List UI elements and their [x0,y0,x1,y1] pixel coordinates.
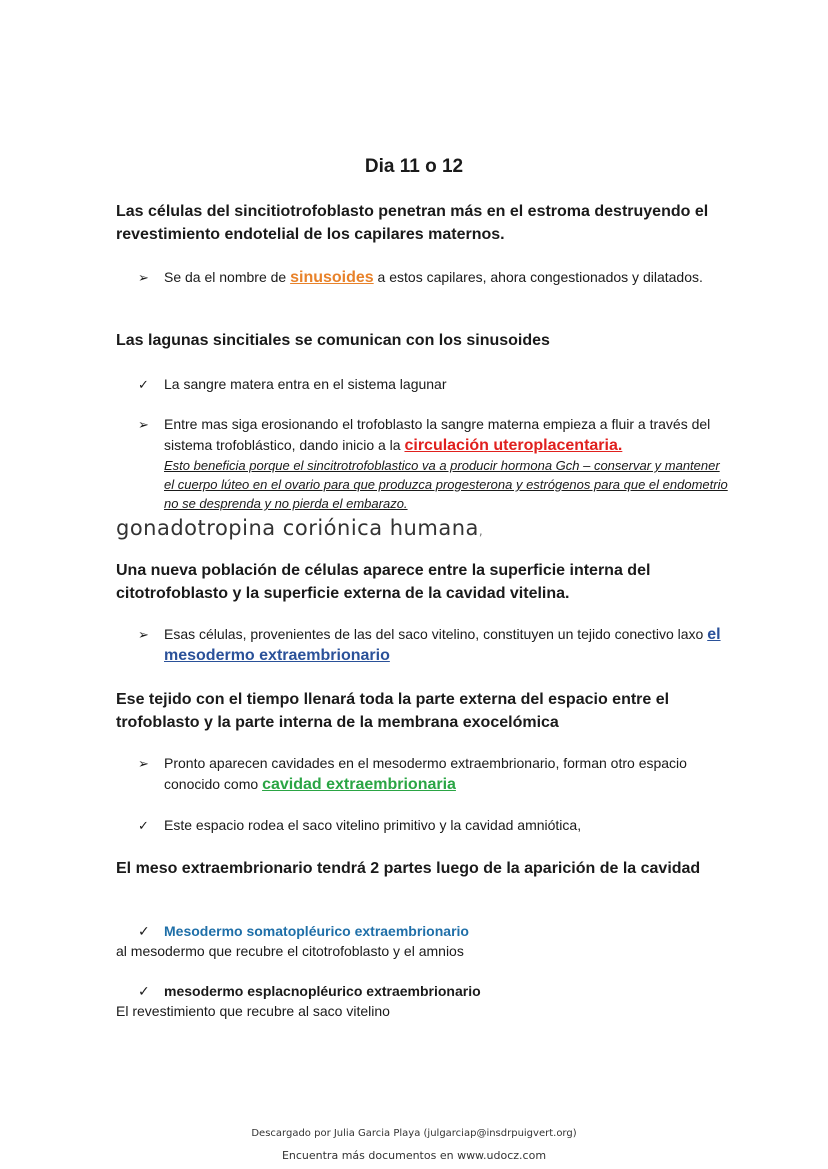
section2-item1: ✓ La sangre matera entra en el sistema lagunar [138,374,728,395]
footer-download-info: Descargado por Julia Garcia Playa (julgarciap@insdrpuigvert.org) [251,1128,577,1139]
arrow-bullet-icon: ➢ [138,417,149,432]
italic-note: Esto beneficia porque el sincitrotrofoblastico va a producir hormona Gch – conservar y mantener el cuerpo lúteo en el ovario para que produzca progesterona y estrógenos para que el endometrio no se desprenda y no pierda el embarazo. [164,458,728,511]
section4-item1: ➢ Pronto aparecen cavidades en el mesodermo extraembrionario, forman otro espacio conocido como cavidad extraembrionaria [138,755,687,793]
footer-link[interactable]: Encuentra más documentos en www.udocz.com [281,1149,547,1162]
page-title: Dia 11 o 12 [364,156,464,177]
arrow-bullet-icon: ➢ [138,756,149,771]
part1-title: ✓ Mesodermo somatopléurico extraembrionario [138,923,469,939]
check-bullet-icon: ✓ [138,923,150,939]
part2-desc: El revestimiento que recubre al saco vitelino [116,1003,390,1019]
arrow-bullet-icon: ➢ [138,270,149,285]
section2-item2: ➢ Entre mas siga erosionando el trofoblasto la sangre materna empieza a fluir a través del sistema trofoblástico, dando inicio a la circulación uteroplacentaria. Esto beneficia porque el sincitrotrofoblastico va a producir hormona Gch – conservar y mantener el cuerpo lúteo en el ovario para que produzca progesterona y estrógenos para que el endometrio no se desprenda y no pierda el embarazo. [138,416,728,511]
large-text-line: gonadotropina coriónica humana, [116,516,484,540]
check-bullet-icon: ✓ [138,377,149,392]
section4-item2: ✓ Este espacio rodea el saco vitelino primitivo y la cavidad amniótica, [138,815,728,836]
term-sinusoides: sinusoides [290,269,374,286]
check-bullet-icon: ✓ [138,818,149,833]
arrow-bullet-icon: ➢ [138,627,149,642]
part1-desc: al mesodermo que recubre el citotrofoblasto y el amnios [116,943,464,959]
section4-heading: Ese tejido con el tiempo llenará toda la parte externa del espacio entre el trofoblasto y la parte interna de la membrana exocelómica [116,691,670,731]
section1-item1: ➢ Se da el nombre de sinusoides a estos capilares, ahora congestionados y dilatados. [138,269,703,286]
section2-heading: Las lagunas sincitiales se comunican con los sinusoides [116,332,550,349]
section3-heading: Una nueva población de células aparece entre la superficie interna del citotrofoblasto y la superficie externa de la cavidad vitelina. [116,562,651,602]
part2-title: ✓ mesodermo esplacnopléurico extraembrionario [138,983,481,999]
section1-heading: Las células del sincitiotrofoblasto penetran más en el estroma destruyendo el revestimiento endotelial de los capilares maternos. [116,203,709,243]
section5-heading: El meso extraembrionario tendrá 2 partes luego de la aparición de la cavidad [116,860,701,877]
section3-item1: ➢ Esas células, provenientes de las del saco vitelino, constituyen un tejido conectivo laxo el mesodermo extraembrionario [138,626,721,664]
term-mesodermo: el mesodermo extraembrionario [164,626,721,664]
term-circulacion: circulación uteroplacentaria. [404,437,623,454]
check-bullet-icon: ✓ [138,983,150,999]
term-cavidad: cavidad extraembrionaria [262,776,456,793]
